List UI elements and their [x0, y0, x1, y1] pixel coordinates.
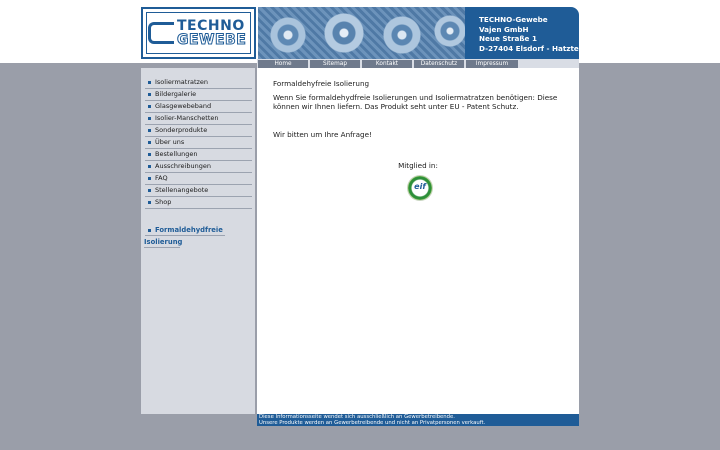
sidebar — [141, 68, 255, 414]
bullet-icon — [148, 141, 151, 144]
sidebar-item-glasgewebeband[interactable] — [145, 101, 252, 113]
sidebar-item-ausschreibungen[interactable] — [145, 161, 252, 173]
bullet-icon — [148, 165, 151, 168]
bullet-icon — [148, 105, 151, 108]
footer — [257, 414, 579, 426]
nav-sitemap[interactable]: Sitemap — [310, 60, 360, 68]
logo[interactable] — [141, 7, 256, 59]
sidebar-item-label: Sonderprodukte — [155, 126, 208, 134]
address-company: TECHNO-Gewebe — [479, 15, 548, 24]
logo-text-techno: TECHNO — [177, 18, 245, 34]
bullet-icon — [148, 81, 151, 84]
sidebar-item-isoliermatratzen[interactable] — [145, 77, 252, 89]
company-address — [465, 7, 579, 59]
sidebar-active-label-1: Formaldehydfreie — [155, 226, 223, 234]
sidebar-item-label: Isoliermatratzen — [155, 78, 209, 86]
sidebar-item-label: Ausschreibungen — [155, 162, 211, 170]
eif-logo-icon[interactable] — [408, 176, 432, 200]
sidebar-item-isolier-manschetten[interactable] — [145, 113, 252, 125]
sidebar-item-label: FAQ — [155, 174, 168, 182]
sidebar-item-stellenangebote[interactable] — [145, 185, 252, 197]
sidebar-item-label: Stellenangebote — [155, 186, 209, 194]
sidebar-active-label-2[interactable]: Isolierung — [144, 238, 183, 246]
member-label: Mitglied in: — [398, 161, 438, 170]
sidebar-menu — [145, 77, 252, 209]
sidebar-item-faq[interactable] — [145, 173, 252, 185]
sidebar-item-sonderprodukte[interactable] — [145, 125, 252, 137]
bullet-icon — [148, 153, 151, 156]
page-title: Formaldehyfreie Isolierung — [273, 79, 370, 88]
sidebar-item-label: Glasgewebeband — [155, 102, 212, 110]
bullet-icon — [148, 93, 151, 96]
footer-line-1: Diese Informationsseite wendet sich ausschließlich an Gewerbetreibende. — [259, 414, 455, 420]
address-street: Neue Straße 1 — [479, 34, 537, 44]
sidebar-item-label: Shop — [155, 198, 172, 206]
intro-paragraph: Wenn Sie formaldehydfreie Isolierungen und Isoliermatratzen benötigen: Diese können wir Ihnen liefern. Das Produkt seht unter EU - Patent Schutz. — [273, 93, 558, 111]
address-city: D-27404 Elsdorf - Hatzte — [479, 43, 579, 53]
request-text: Wir bitten um Ihre Anfrage! — [273, 130, 372, 139]
bullet-icon — [148, 177, 151, 180]
sidebar-item-ueber-uns[interactable] — [145, 137, 252, 149]
main-content — [257, 68, 579, 414]
footer-line-2: Unsere Produkte werden an Gewerbetreibende und nicht an Privatpersonen verkauft. — [259, 420, 486, 426]
logo-text-gewebe: GEWEBE — [177, 32, 247, 48]
address-name: Vajen GmbH — [479, 24, 529, 34]
bullet-icon — [148, 117, 151, 120]
sidebar-active-item[interactable] — [145, 225, 225, 236]
bullet-icon — [148, 129, 151, 132]
eif-logo-text: eif — [414, 182, 426, 191]
sidebar-item-shop[interactable] — [145, 197, 252, 209]
top-nav — [257, 59, 579, 68]
sidebar-item-label: Bestellungen — [155, 150, 198, 158]
logo-mark-icon — [148, 22, 174, 44]
page-container — [141, 0, 579, 426]
sidebar-item-bestellungen[interactable] — [145, 149, 252, 161]
sidebar-item-bildergalerie[interactable] — [145, 89, 252, 101]
nav-impressum[interactable]: Impressum — [466, 60, 518, 68]
nav-kontakt[interactable]: Kontakt — [362, 60, 412, 68]
sidebar-item-label: Bildergalerie — [155, 90, 197, 98]
bullet-icon — [148, 189, 151, 192]
bullet-icon — [148, 229, 151, 232]
sidebar-item-label: Über uns — [155, 138, 185, 146]
nav-datenschutz[interactable]: Datenschutz — [414, 60, 464, 68]
bullet-icon — [148, 201, 151, 204]
nav-home[interactable]: Home — [258, 60, 308, 68]
sidebar-item-label: Isolier-Manschetten — [155, 114, 219, 122]
header-banner-image — [257, 7, 466, 59]
